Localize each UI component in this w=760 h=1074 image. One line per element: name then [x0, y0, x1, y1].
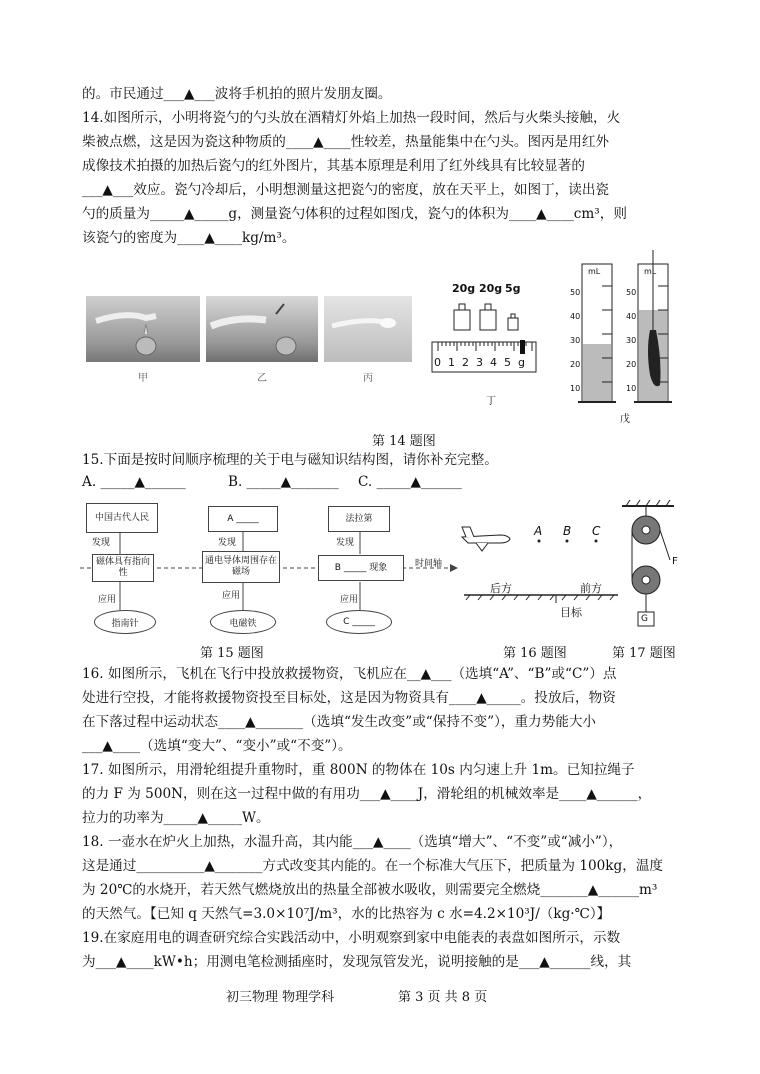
- force-label-f: F: [672, 556, 678, 567]
- q15-blank-a: A. _____▲______: [82, 474, 186, 490]
- discover-label: 发现: [218, 538, 237, 548]
- oval-c: C _____: [326, 610, 392, 634]
- cyl-tick: 50: [570, 288, 581, 297]
- text-line: 勺的质量为_____▲_____g，测量瓷勺体积的过程如图戊，瓷勺的体积为____▲____cm³，则: [82, 206, 627, 222]
- question-18-line: 18. 一壶水在炉火上加热，水温升高，其内能___▲____（选填“增大”、“不变”或“减小”），: [82, 834, 623, 850]
- figure-17-caption: 第 17 题图: [612, 646, 676, 661]
- ruler-tick: 1: [448, 356, 462, 369]
- photo-jia: [86, 296, 200, 384]
- point-a: A: [534, 524, 543, 538]
- figure-14-caption: 第 14 题图: [372, 434, 436, 449]
- weight-label: 5g: [505, 282, 521, 295]
- pulley-diagram: [618, 500, 678, 634]
- apply-label: 应用: [222, 591, 241, 601]
- photo-label: 乙: [257, 373, 267, 384]
- cyl-tick: 10: [570, 384, 581, 393]
- ruler-tick: 0: [434, 356, 448, 369]
- apply-label: 应用: [340, 595, 359, 605]
- box-current-magnetic-field: 通电导体周围存在磁场: [202, 551, 280, 583]
- text-line: 处进行空投，才能将救援物资投至目标处，这是因为物资具有____▲_____。投放后，物资: [82, 690, 616, 706]
- question-14-line: 14.如图所示，小明将瓷勺的勺头放在酒精灯外焰上加热一段时间，然后与火柴头接触，火: [82, 110, 621, 126]
- text-line: 的力 F 为 500N，则在这一过程中做的有用功___▲____J，滑轮组的机械效率是____▲______，: [82, 786, 652, 802]
- text-line: 柴被点燃，这是因为瓷这种物质的____▲____性较差，热量能集中在勺头。图丙是用红外: [82, 134, 610, 150]
- cylinder-unit: mL: [644, 267, 657, 276]
- box-b-phenomenon: B _____ 现象: [318, 555, 404, 581]
- footer-subject: 初三物理 物理学科: [226, 990, 335, 1005]
- weight-label: 20g: [452, 282, 476, 295]
- label-target: 目标: [560, 606, 582, 619]
- cyl-tick: 30: [570, 336, 581, 345]
- question-19-line: 19.在家庭用电的调查研究综合实践活动中，小明观察到家中电能表的表盘如图所示，示数: [82, 930, 621, 946]
- cyl-tick: 20: [626, 360, 637, 369]
- cyl-tick: 20: [570, 360, 581, 369]
- graduated-cylinders: [568, 250, 678, 410]
- photo-label: 甲: [138, 373, 148, 384]
- ruler-tick: 5g: [504, 356, 532, 369]
- cylinder-ticks-left: [570, 281, 584, 401]
- figure-16-caption: 第 16 题图: [503, 646, 567, 661]
- ruler-tick-labels: [434, 356, 532, 369]
- text-line: 的天然气。【已知 q 天然气=3.0×10⁷J/m³，水的比热容为 c 水=4.2×10³J/（kg·℃）】: [82, 906, 611, 922]
- ruler-tick: 4: [490, 356, 504, 369]
- spoon-match-photo: [206, 296, 318, 362]
- point-c: C: [592, 524, 601, 538]
- text-line: 成像技术拍摄的加热后瓷勺的红外图片，其基本原理是利用了红外线具有比较显著的: [82, 158, 585, 174]
- apply-label: 应用: [98, 595, 117, 605]
- infrared-spoon-photo: [324, 296, 412, 362]
- ruler-tick: 2: [462, 356, 476, 369]
- text-line: 的。市民通过___▲___波将手机拍的照片发朋友圈。: [82, 86, 392, 102]
- text-line: 在下落过程中运动状态____▲_______（选填“发生改变”或“保持不变”），重力势能大小: [82, 714, 597, 730]
- question-15-line: 15.下面是按时间顺序梳理的关于电与磁知识结构图，请你补充完整。: [82, 452, 498, 468]
- text-line: ___▲___效应。瓷勺冷却后，小明想测量这把瓷勺的密度，放在天平上，如图丁，读出瓷: [82, 182, 610, 198]
- cyl-tick: 50: [626, 288, 637, 297]
- text-line: 为 20℃的水烧开，若天然气燃烧放出的热量全部被水吸收，则需要完全燃烧_______▲______m³: [82, 882, 658, 898]
- figure-label-ding: 丁: [486, 396, 496, 407]
- photo-bing: [324, 296, 412, 384]
- cylinder-ticks-right: [626, 281, 640, 401]
- photo-label: 丙: [363, 373, 373, 384]
- spoon-flame-photo: [86, 296, 200, 362]
- question-16-line: 16. 如图所示，飞机在飞行中投放救援物资，飞机应在__▲___（选填“A”、“B”或“C”）点: [82, 666, 617, 682]
- cyl-tick: 40: [570, 312, 581, 321]
- photo-yi: [206, 296, 318, 384]
- weight-label: 20g: [479, 282, 503, 295]
- point-b: B: [563, 524, 572, 538]
- box-magnet-direction: 磁体具有指向性: [92, 554, 154, 582]
- timeline-label: 时间轴: [415, 559, 443, 569]
- box-ancient-people: 中国古代人民: [86, 503, 158, 533]
- question-17-line: 17. 如图所示，用滑轮组提升重物时，重 800N 的物体在 10s 内匀速上升 1m。已知拉绳子: [82, 762, 635, 778]
- cyl-tick: 30: [626, 336, 637, 345]
- cylinder-unit: mL: [588, 267, 601, 276]
- oval-electromagnet: 电磁铁: [210, 610, 276, 634]
- box-a: A _____: [208, 506, 278, 532]
- weight-label-g: G: [641, 614, 648, 624]
- text-line: 这是通过__________▲_______方式改变其内能的。在一个标准大气压下，把质量为 100kg，温度: [82, 858, 664, 874]
- ruler-tick: 3: [476, 356, 490, 369]
- cyl-tick: 40: [626, 312, 637, 321]
- text-line: 为___▲____kW•h；用测电笔检测插座时，发现氖管发光，说明接触的是___▲______线，其: [82, 954, 632, 970]
- text-line: 该瓷勺的密度为____▲____kg/m³。: [82, 230, 296, 246]
- discover-label: 发现: [336, 538, 355, 548]
- box-faraday: 法拉第: [328, 506, 390, 532]
- footer-page-number: 第 3 页 共 8 页: [398, 990, 488, 1005]
- label-front: 前方: [580, 582, 602, 595]
- oval-compass: 指南针: [94, 610, 156, 634]
- label-back: 后方: [490, 582, 512, 595]
- figure-label-wu: 戊: [620, 414, 630, 425]
- discover-label: 发现: [92, 538, 111, 548]
- cyl-tick: 10: [626, 384, 637, 393]
- q15-blank-b: B. _____▲_______: [228, 474, 339, 490]
- text-line: ___▲____（选填“变大”、“变小”或“不变”）。: [82, 738, 352, 754]
- q15-blank-c: C. _____▲______: [358, 474, 462, 490]
- text-line: 拉力的功率为_____▲_____W。: [82, 810, 270, 826]
- figure-15-caption: 第 15 题图: [200, 646, 264, 661]
